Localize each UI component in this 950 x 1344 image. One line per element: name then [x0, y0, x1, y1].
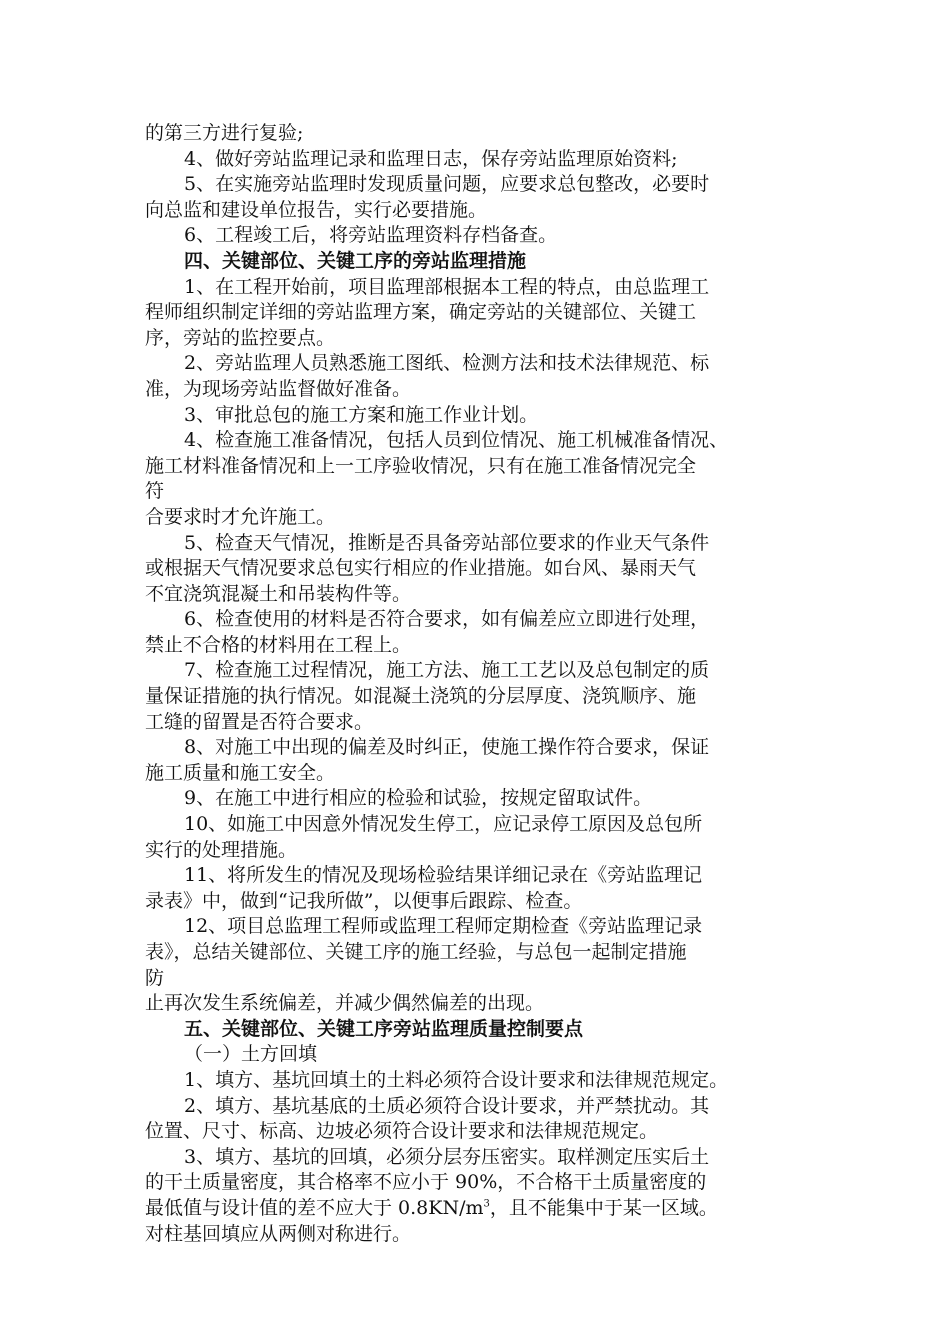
text-line: 合要求时才允许施工。 — [145, 505, 336, 528]
text-line: 位置、尺寸、标高、边坡必须符合设计要求和法律规范规定。 — [145, 1120, 659, 1143]
text-line: 录表》中，做到“记我所做”，以便事后跟踪、检查。 — [145, 889, 583, 912]
text-line: 对柱基回填应从两侧对称进行。 — [145, 1222, 412, 1245]
section-heading: 四、关键部位、关键工序的旁站监理措施 — [184, 249, 527, 272]
text-line: 12、项目总监理工程师或监理工程师定期检查《旁站监理记录 — [184, 915, 703, 938]
document-body — [145, 121, 815, 1247]
text-line: 施工材料准备情况和上一工序验收情况，只有在施工准备情况完全 — [145, 454, 697, 477]
subsection-heading: （一）土方回填 — [184, 1043, 318, 1066]
text-line — [145, 1196, 815, 1222]
section-heading: 五、关键部位、关键工序旁站监理质量控制要点 — [184, 1017, 584, 1040]
text-line: 的第三方进行复验; — [145, 122, 304, 144]
text-line: 程师组织制定详细的旁站监理方案，确定旁站的关键部位、关键工 — [145, 301, 697, 324]
text-line: 的干土质量密度，其合格率不应小于 90%，不合格干土质量密度的 — [145, 1171, 707, 1194]
text-line: 6、检查使用的材料是否符合要求，如有偏差应立即进行处理， — [184, 608, 710, 631]
text-line: 序，旁站的监控要点。 — [145, 326, 336, 349]
text-line: 11、将所发生的情况及现场检验结果详细记录在《旁站监理记 — [184, 864, 703, 887]
text-line: 禁止不合格的材料用在工程上。 — [145, 633, 412, 656]
text-line: 量保证措施的执行情况。如混凝土浇筑的分层厚度、浇筑顺序、施 — [145, 685, 697, 708]
text-line: 或根据天气情况要求总包实行相应的作业措施。如台风、暴雨天气 — [145, 557, 697, 580]
text-line: 准，为现场旁站监督做好准备。 — [145, 377, 412, 400]
text-line: 向总监和建设单位报告，实行必要措施。 — [145, 198, 488, 221]
text-line: 8、对施工中出现的偏差及时纠正，使施工操作符合要求，保证 — [184, 736, 710, 759]
text-line: 1、填方、基坑回填土的土料必须符合设计要求和法律规范规定。 — [184, 1068, 729, 1091]
text-line: 施工质量和施工安全。 — [145, 761, 336, 784]
text-line: 实行的处理措施。 — [145, 838, 298, 861]
text-fragment: 最低值与设计值的差不应大于 0.8KN/m — [145, 1196, 484, 1219]
text-line: 9、在施工中进行相应的检验和试验，按规定留取试件。 — [184, 787, 653, 810]
text-line: 6、工程竣工后，将旁站监理资料存档备查。 — [184, 224, 558, 247]
text-line: 7、检查施工过程情况，施工方法、施工工艺以及总包制定的质 — [184, 659, 710, 682]
text-fragment: ，且不能集中于某一区域。 — [489, 1196, 718, 1219]
text-line: 5、检查天气情况，推断是否具备旁站部位要求的作业天气条件 — [184, 531, 710, 554]
text-line: 4、做好旁站监理记录和监理日志，保存旁站监理原始资料; — [184, 147, 678, 170]
text-line: 表》，总结关键部位、关键工序的施工经验，与总包一起制定措施 — [145, 941, 687, 963]
superscript: 3 — [483, 1198, 490, 1210]
text-line: 2、旁站监理人员熟悉施工图纸、检测方法和技术法律规范、标 — [184, 352, 710, 375]
text-line: 符 — [145, 480, 165, 503]
text-line: 防 — [145, 966, 165, 989]
text-line: 1、在工程开始前，项目监理部根据本工程的特点，由总监理工 — [184, 275, 710, 298]
text-line: 止再次发生系统偏差，并减少偶然偏差的出现。 — [145, 992, 545, 1015]
text-line: 10、如施工中因意外情况发生停工，应记录停工原因及总包所 — [184, 813, 703, 836]
text-line: 3、填方、基坑的回填，必须分层夯压密实。取样测定压实后土 — [184, 1145, 710, 1168]
text-line: 2、填方、基坑基底的土质必须符合设计要求，并严禁扰动。其 — [184, 1094, 710, 1117]
text-line: 3、审批总包的施工方案和施工作业计划。 — [184, 403, 539, 426]
text-line: 工缝的留置是否符合要求。 — [145, 710, 374, 733]
text-line: 不宜浇筑混凝土和吊装构件等。 — [145, 582, 412, 605]
text-line: 4、检查施工准备情况，包括人员到位情况、施工机械准备情况、 — [184, 429, 729, 452]
text-line: 5、在实施旁站监理时发现质量问题，应要求总包整改，必要时 — [184, 173, 710, 196]
